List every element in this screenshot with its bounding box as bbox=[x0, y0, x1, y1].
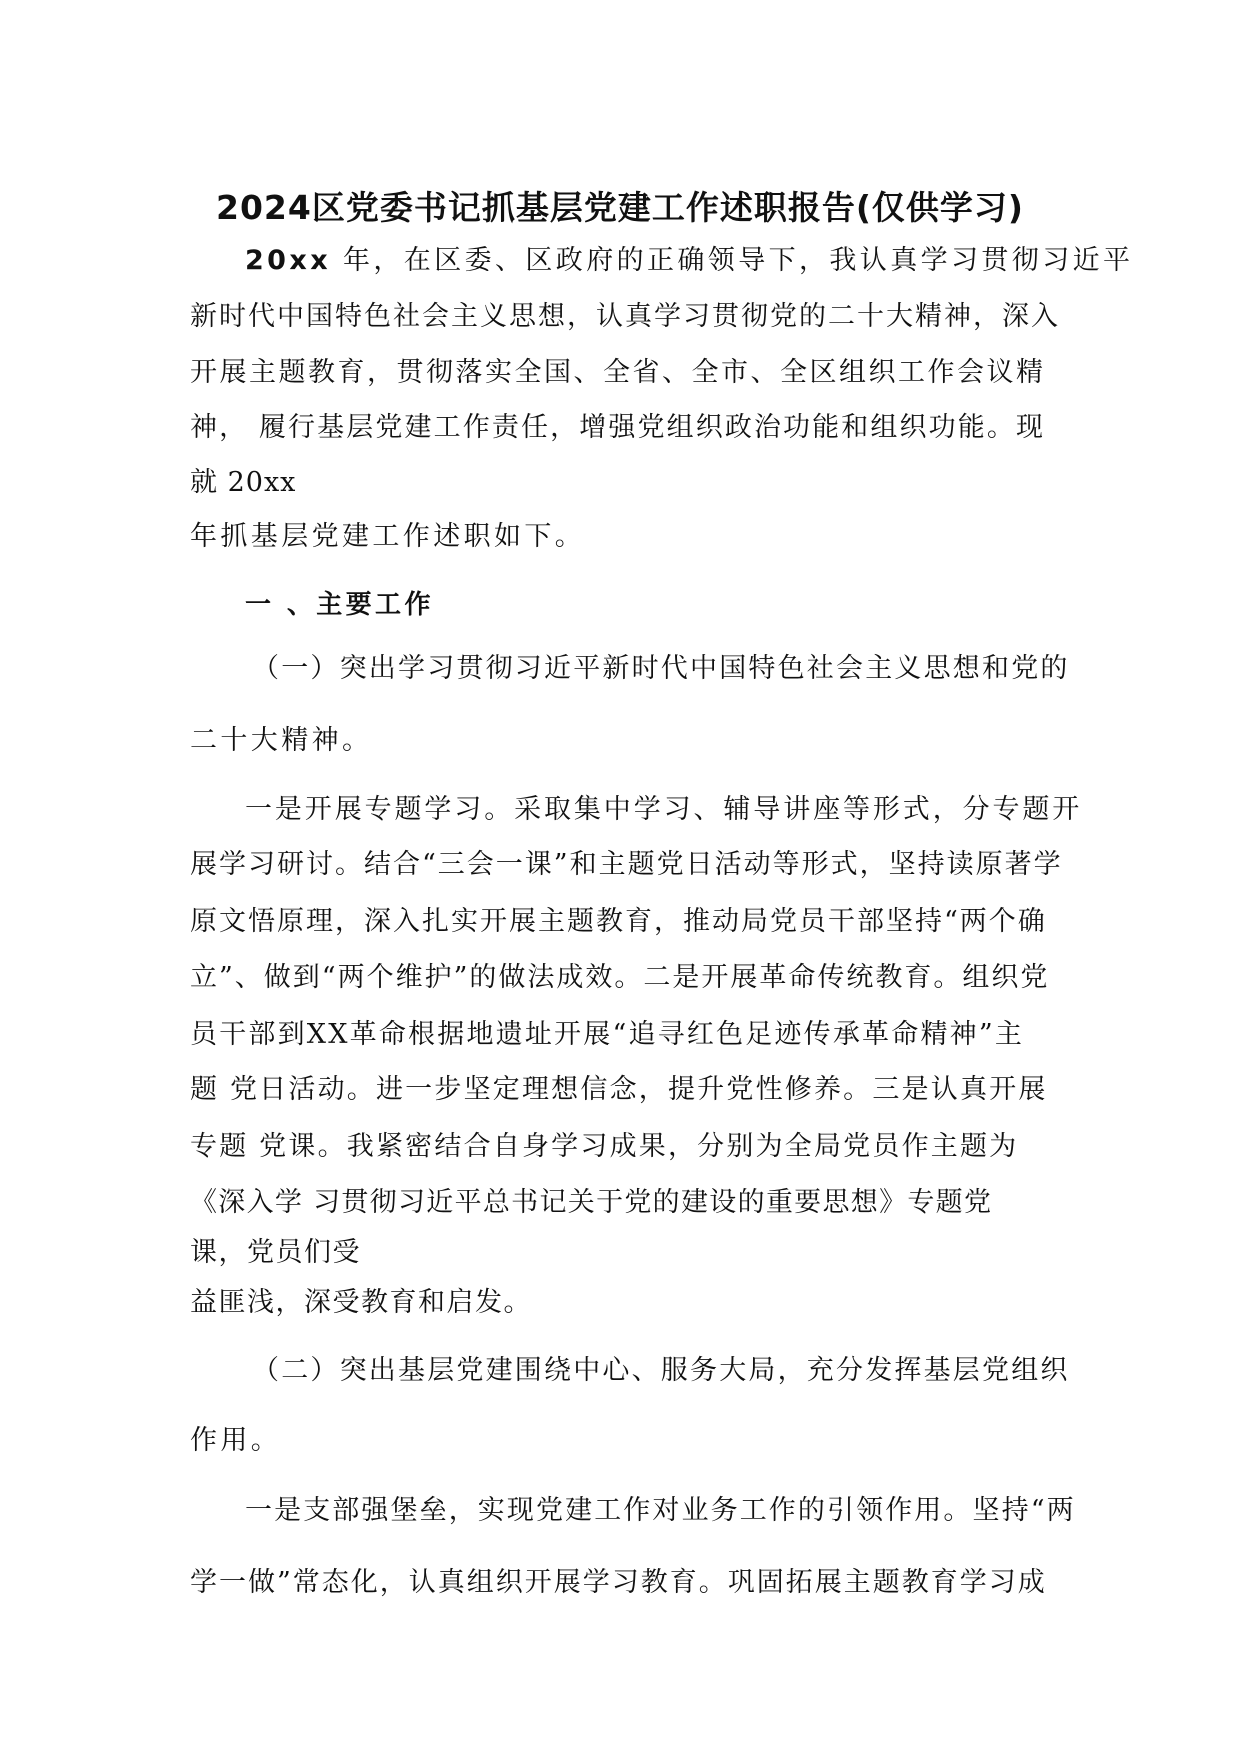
subheading-2-line-2: 作用。 bbox=[190, 1425, 282, 1456]
intro-line-2: 新时代中国特色社会主义思想，认真学习贯彻党的二十大精神，深入 bbox=[190, 301, 1060, 332]
intro-line-1 bbox=[245, 238, 1133, 277]
intro-line-6: 年抓基层党建工作述职如下。 bbox=[190, 521, 586, 552]
intro-year: 20xx bbox=[245, 245, 332, 276]
para1-line-10: 益匪浅，深受教育和启发。 bbox=[190, 1287, 532, 1318]
para1-line-4: 立”、做到“两个维护”的做法成效。二是开展革命传统教育。组织党 bbox=[190, 962, 1050, 993]
para1-line-1: 一是开展专题学习。采取集中学习、辅导讲座等形式，分专题开 bbox=[245, 794, 1083, 825]
subheading-1-line-2: 二十大精神。 bbox=[190, 725, 373, 756]
para2-line-2: 学一做”常态化，认真组织开展学习教育。巩固拓展主题教育学习成 bbox=[190, 1567, 1047, 1598]
section-heading-main-work: 一 、主要工作 bbox=[245, 590, 434, 620]
subheading-2-line-1: （二）突出基层党建围绕中心、服务大局，充分发挥基层党组织 bbox=[252, 1355, 1070, 1386]
para2-line-1: 一是支部强堡垒，实现党建工作对业务工作的引领作用。坚持“两 bbox=[245, 1495, 1076, 1526]
intro-line-1-text: 年，在区委、区政府的正确领导下，我认真学习贯彻习近平 bbox=[331, 245, 1134, 276]
para1-line-7: 专题 党课。我紧密结合自身学习成果，分别为全局党员作主题为 bbox=[190, 1131, 1019, 1162]
para1-line-2: 展学习研讨。结合“三会一课”和主题党日活动等形式，坚持读原著学 bbox=[190, 849, 1063, 880]
document-title: 2024区党委书记抓基层党建工作述职报告(仅供学习) bbox=[215, 188, 1024, 227]
para1-line-8: 《深入学 习贯彻习近平总书记关于党的建设的重要思想》专题党 bbox=[190, 1187, 993, 1218]
para1-line-3: 原文悟原理，深入扎实开展主题教育，推动局党员干部坚持“两个确 bbox=[190, 906, 1047, 937]
intro-line-4: 神， 履行基层党建工作责任，增强党组织政治功能和组织功能。现 bbox=[190, 412, 1045, 443]
para1-line-6: 题 党日活动。进一步坚定理想信念，提升党性修养。三是认真开展 bbox=[190, 1074, 1048, 1105]
intro-line-5: 就 20xx bbox=[190, 467, 297, 498]
intro-line-3: 开展主题教育，贯彻落实全国、全省、全市、全区组织工作会议精 bbox=[190, 357, 1045, 388]
para1-line-5: 员干部到XX革命根据地遗址开展“追寻红色足迹传承革命精神”主 bbox=[190, 1019, 1025, 1050]
subheading-1-line-1: （一）突出学习贯彻习近平新时代中国特色社会主义思想和党的 bbox=[252, 653, 1070, 684]
para1-line-9: 课，党员们受 bbox=[190, 1237, 361, 1268]
